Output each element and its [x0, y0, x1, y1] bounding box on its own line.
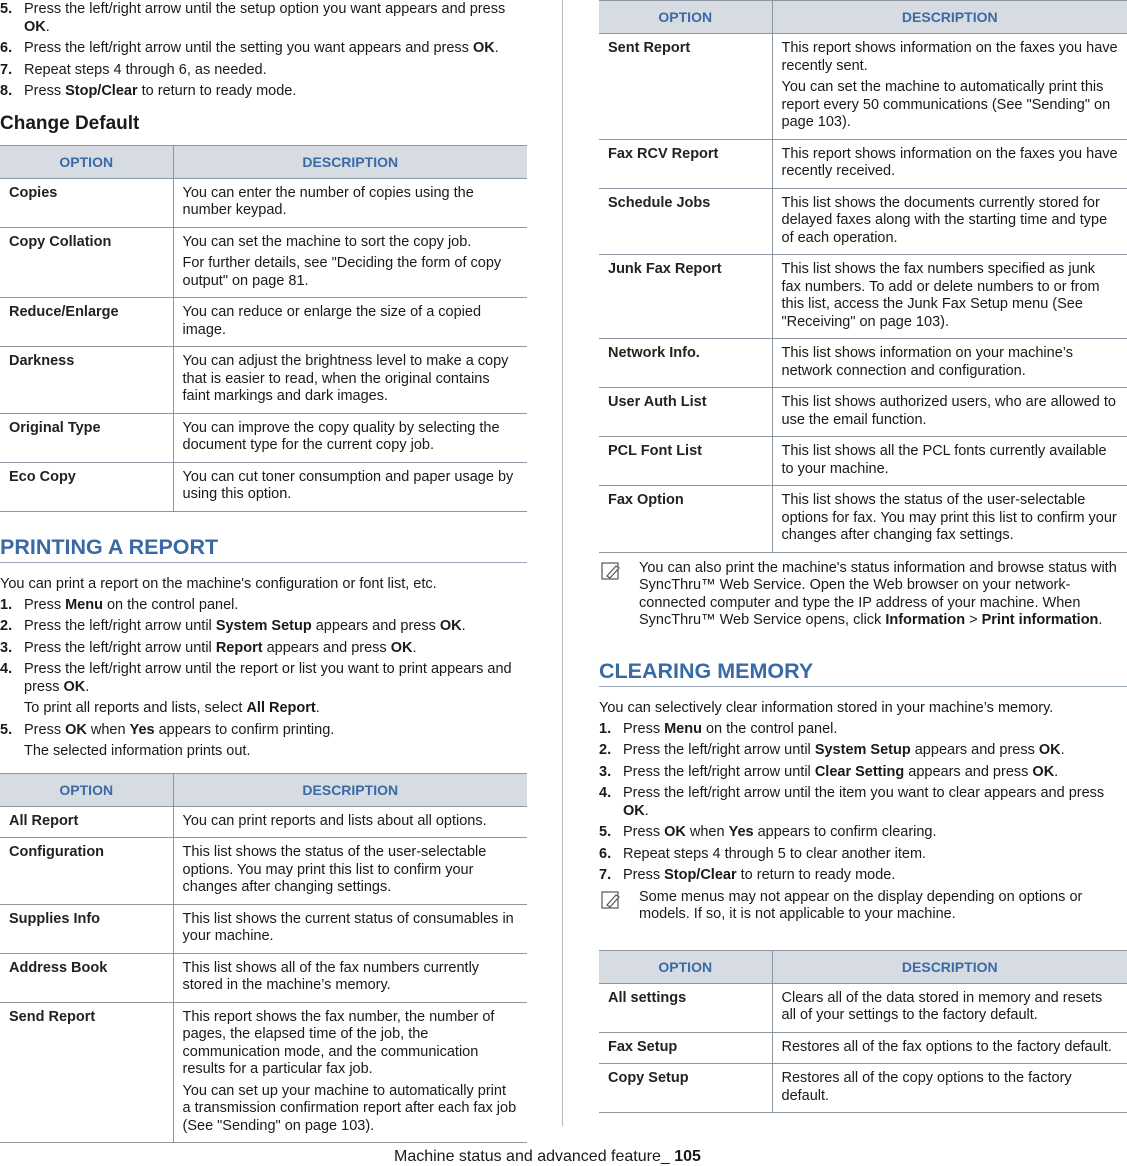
col-option-header: OPTION	[599, 950, 772, 983]
option-cell: Original Type	[0, 413, 173, 462]
note-text	[639, 560, 1117, 629]
option-cell: Copy Collation	[0, 227, 173, 298]
description-cell	[772, 437, 1127, 486]
description-paragraph: You can set the machine to sort the copy job.	[182, 233, 472, 250]
text-run: .	[1098, 612, 1103, 628]
clear-settings-table	[599, 950, 1127, 1114]
description-cell	[772, 1064, 1127, 1113]
option-cell: Reduce/Enlarge	[0, 298, 173, 347]
note-text	[639, 889, 1082, 923]
text-run: appears and press	[311, 618, 440, 634]
table-row	[599, 339, 1127, 388]
option-cell: Fax Setup	[599, 1032, 772, 1064]
step-item	[0, 640, 527, 658]
footer-label: Machine status and advanced feature_	[394, 1148, 675, 1165]
step-number: 4.	[599, 785, 612, 801]
step-item	[599, 721, 1127, 739]
text-run: .	[494, 40, 499, 56]
description-paragraph: Restores all of the copy options to the factory default.	[781, 1070, 1072, 1104]
description-paragraph: This list shows information on your machine’s network connection and configuration.	[781, 345, 1073, 379]
table-row	[0, 347, 527, 414]
text-run: on the control panel.	[701, 720, 838, 737]
option-cell: Schedule Jobs	[599, 188, 772, 255]
step-item	[599, 846, 1127, 864]
bold-term: Menu	[65, 596, 103, 613]
description-cell	[173, 298, 527, 347]
text-run: .	[1060, 742, 1065, 758]
step-item	[599, 764, 1127, 782]
bold-term: OK	[1038, 742, 1061, 758]
col-option-header: OPTION	[0, 145, 173, 178]
text-run: appears to confirm clearing.	[753, 824, 937, 840]
option-cell: All Report	[0, 806, 173, 838]
table-row	[0, 413, 527, 462]
left-column	[0, 0, 527, 1143]
bold-term: Yes	[728, 824, 754, 840]
description-paragraph: You can adjust the brightness level to make a copy that is easier to read, when the original contains faint markings and dark images.	[182, 353, 509, 404]
step-number: 6.	[0, 40, 13, 56]
page-footer	[394, 1148, 701, 1166]
bold-term: All Report	[246, 700, 316, 716]
description-paragraph: This list shows the status of the user-selectable options. You may print this list to confirm your changes after changing settings.	[182, 844, 487, 895]
text-run: The selected information prints out.	[24, 743, 251, 759]
description-cell	[772, 34, 1127, 140]
step-item	[0, 597, 527, 615]
step-number: 2.	[0, 618, 13, 634]
step-number: 5.	[599, 824, 612, 840]
description-cell	[772, 188, 1127, 255]
description-cell	[173, 178, 527, 227]
option-cell: Copy Setup	[599, 1064, 772, 1113]
table-row	[599, 139, 1127, 188]
description-cell	[772, 139, 1127, 188]
bold-term: Menu	[664, 720, 702, 737]
change-default-heading: Change Default	[0, 112, 140, 134]
option-cell: Supplies Info	[0, 904, 173, 953]
option-cell: Fax Option	[599, 486, 772, 553]
step-number: 8.	[0, 83, 13, 99]
description-paragraph: This report shows information on the faxes you have recently sent.	[781, 40, 1118, 74]
text-run: Press the left/right arrow until the report or list you want to print appears and press	[24, 661, 512, 695]
col-option-header: OPTION	[599, 1, 772, 34]
table-row	[0, 178, 527, 227]
table-row	[599, 388, 1127, 437]
description-paragraph: This report shows information on the faxes you have recently received.	[781, 145, 1118, 179]
text-run: Press the left/right arrow until the setting you want appears and press	[24, 40, 473, 56]
menus-note	[599, 889, 1127, 924]
text-run: appears and press	[910, 742, 1039, 758]
step-number: 1.	[0, 596, 13, 613]
text-run: .	[85, 678, 90, 695]
description-paragraph: This list shows the status of the user-selectable options for fax. You may print this list to confirm your changes after changing fax settings.	[781, 492, 1117, 543]
text-run: To print all reports and lists, select	[24, 700, 247, 716]
step-item	[599, 867, 1127, 885]
description-cell	[173, 413, 527, 462]
description-paragraph: This list shows authorized users, who are allowed to use the email function.	[781, 394, 1116, 428]
description-paragraph: You can cut toner consumption and paper usage by using this option.	[182, 468, 514, 502]
page-number: 105	[674, 1148, 701, 1165]
step-item	[0, 618, 527, 636]
step-item	[0, 62, 527, 80]
bold-term: OK	[63, 678, 86, 695]
step-item	[0, 40, 527, 58]
option-cell: Send Report	[0, 1002, 173, 1143]
table-row	[0, 904, 527, 953]
clearing-memory-intro: You can selectively clear information stored in your machine’s memory.	[599, 699, 1054, 716]
description-cell	[772, 339, 1127, 388]
report-table-1	[0, 773, 527, 1144]
step-number: 3.	[599, 763, 612, 780]
bold-term: Print information	[981, 612, 1099, 628]
text-run: Repeat steps 4 through 5 to clear another item.	[623, 845, 927, 862]
table-row	[599, 1032, 1127, 1064]
text-run: Press	[24, 721, 66, 738]
step-item	[599, 742, 1127, 760]
step-item	[0, 722, 527, 761]
col-description-header: DESCRIPTION	[173, 145, 527, 178]
step-item	[0, 1, 527, 36]
option-cell: Sent Report	[599, 34, 772, 140]
text-run: when	[86, 721, 130, 738]
description-paragraph: This list shows the documents currently stored for delayed faxes along with the starting time and type of each operation.	[781, 194, 1108, 246]
table-row	[599, 1064, 1127, 1113]
step-number: 2.	[599, 742, 612, 758]
text-run: on the control panel.	[102, 596, 239, 613]
description-cell	[772, 388, 1127, 437]
col-description-header: DESCRIPTION	[173, 773, 527, 806]
report-table-2	[599, 0, 1127, 553]
bold-term: Stop/Clear	[664, 867, 737, 883]
text-run: Press	[623, 867, 665, 883]
table-row	[599, 486, 1127, 553]
bold-term: OK	[439, 618, 462, 634]
bold-term: Information	[885, 612, 966, 628]
step-subtext	[24, 743, 527, 761]
description-cell	[173, 227, 527, 298]
table-row	[0, 462, 527, 511]
description-paragraph: This list shows all of the fax numbers currently stored in the machine’s memory.	[182, 959, 480, 993]
description-paragraph: This report shows the fax number, the number of pages, the elapsed time of the job, the communication mode, and the communication results for a particular fax job.	[182, 1008, 495, 1077]
option-cell: PCL Font List	[599, 437, 772, 486]
description-paragraph: This list shows the current status of consumables in your machine.	[182, 910, 514, 944]
bold-term: Report	[215, 639, 263, 656]
step-number: 7.	[0, 61, 13, 78]
step-number: 5.	[0, 1, 13, 17]
text-run: Press the left/right arrow until	[24, 618, 216, 634]
table-row	[599, 34, 1127, 140]
col-option-header: OPTION	[0, 773, 173, 806]
printing-report-intro: You can print a report on the machine's configuration or font list, etc.	[0, 575, 437, 592]
note-pencil-icon	[601, 562, 621, 580]
text-run: Press	[623, 720, 665, 737]
description-cell	[173, 806, 527, 838]
description-paragraph: You can enter the number of copies using the number keypad.	[182, 184, 474, 218]
description-paragraph: You can print reports and lists about all options.	[182, 812, 487, 829]
step-item	[0, 661, 527, 718]
text-run: .	[1054, 763, 1059, 780]
description-cell	[772, 983, 1127, 1032]
bold-term: System Setup	[215, 618, 312, 634]
bold-term: OK	[623, 802, 645, 819]
text-run: appears to confirm printing.	[154, 721, 335, 738]
text-run: Press	[24, 83, 66, 99]
col-description-header: DESCRIPTION	[772, 950, 1127, 983]
bold-term: Clear Setting	[814, 763, 905, 780]
bold-term: OK	[390, 639, 413, 656]
description-cell	[173, 904, 527, 953]
table-row	[599, 188, 1127, 255]
table-row	[599, 983, 1127, 1032]
bold-term: Yes	[129, 721, 155, 738]
description-cell	[772, 486, 1127, 553]
table-row	[0, 227, 527, 298]
text-run: Press the left/right arrow until the setup option you want appears and press	[24, 1, 506, 17]
text-run: Some menus may not appear on the display depending on options or models. If so, it is not applicable to your machine.	[639, 888, 1083, 922]
description-paragraph: This list shows the fax numbers specified as junk fax numbers. To add or delete numbers to or from this list, access the Junk Fax Setup menu (See "Receiving" on page 103).	[781, 261, 1100, 330]
table-row	[0, 806, 527, 838]
description-cell	[173, 347, 527, 414]
bold-term: OK	[24, 18, 46, 35]
text-run: Press the left/right arrow until	[623, 763, 815, 780]
text-run: .	[315, 700, 320, 716]
text-run: Press	[623, 824, 665, 840]
description-cell	[772, 1032, 1127, 1064]
bold-term: OK	[65, 721, 87, 738]
step-number: 3.	[0, 639, 13, 656]
text-run: to return to ready mode.	[137, 83, 297, 99]
description-cell	[173, 953, 527, 1002]
col-description-header: DESCRIPTION	[772, 1, 1127, 34]
description-paragraph: This list shows all the PCL fonts currently available to your machine.	[781, 443, 1107, 477]
description-paragraph: You can set up your machine to automatically print a transmission confirmation report after each fax job (See "Sending" on page 103).	[182, 1082, 517, 1134]
step-item	[0, 83, 527, 101]
text-run: appears and press	[904, 763, 1033, 780]
step-number: 1.	[599, 720, 612, 737]
step-item	[599, 824, 1127, 842]
clearing-memory-heading: CLEARING MEMORY	[599, 658, 1127, 687]
text-run: Press the left/right arrow until the item you want to clear appears and press	[623, 785, 1105, 801]
description-paragraph: You can set the machine to automatically print this report every 50 communications (See "Sending" on page 103).	[781, 79, 1111, 130]
description-paragraph: You can improve the copy quality by selecting the document type for the current copy job.	[182, 419, 500, 453]
option-cell: User Auth List	[599, 388, 772, 437]
text-run: Press	[24, 596, 66, 613]
step-subtext	[24, 700, 527, 718]
option-cell: Copies	[0, 178, 173, 227]
option-cell: Junk Fax Report	[599, 255, 772, 339]
option-cell: Darkness	[0, 347, 173, 414]
syncthru-note	[599, 560, 1127, 630]
option-cell: Fax RCV Report	[599, 139, 772, 188]
column-divider	[562, 0, 563, 1126]
printing-steps	[0, 597, 527, 761]
option-cell: Configuration	[0, 838, 173, 905]
note-pencil-icon	[601, 891, 621, 909]
bold-term: OK	[472, 40, 495, 56]
step-number: 5.	[0, 721, 13, 738]
table-row	[599, 437, 1127, 486]
option-cell: Eco Copy	[0, 462, 173, 511]
text-run: .	[461, 618, 466, 634]
description-paragraph: For further details, see "Deciding the form of copy output" on page 81.	[182, 255, 502, 289]
description-cell	[173, 462, 527, 511]
clearing-steps	[599, 721, 1127, 885]
bold-term: Stop/Clear	[65, 83, 138, 99]
text-run: .	[45, 18, 50, 35]
description-cell	[173, 1002, 527, 1143]
text-run: Press the left/right arrow until	[24, 639, 216, 656]
text-run: .	[412, 639, 417, 656]
text-run: .	[644, 802, 649, 819]
table-row	[0, 298, 527, 347]
text-run: when	[685, 824, 729, 840]
description-paragraph: You can reduce or enlarge the size of a copied image.	[182, 304, 482, 338]
text-run: Repeat steps 4 through 6, as needed.	[24, 61, 267, 78]
description-paragraph: Clears all of the data stored in memory and resets all of your settings to the factory default.	[781, 989, 1103, 1023]
description-cell	[772, 255, 1127, 339]
text-run: Press the left/right arrow until	[623, 742, 815, 758]
text-run: You can also print the machine's status information and browse status with SyncThru™ Web Service. Open the Web browser on your network-connected computer and type the IP address of your machine. When SyncThru™ Web Service opens, click	[639, 559, 1117, 628]
step-number: 4.	[0, 661, 13, 677]
description-cell	[173, 838, 527, 905]
description-paragraph: Restores all of the fax options to the factory default.	[781, 1038, 1112, 1055]
bold-term: System Setup	[814, 742, 911, 758]
table-row	[0, 953, 527, 1002]
change-default-table	[0, 145, 527, 512]
option-cell: All settings	[599, 983, 772, 1032]
printing-report-heading: PRINTING A REPORT	[0, 534, 527, 563]
text-run: to return to ready mode.	[736, 867, 896, 883]
bold-term: OK	[664, 824, 686, 840]
steps-top	[0, 1, 527, 101]
step-number: 6.	[599, 845, 612, 862]
text-run: >	[965, 612, 982, 628]
right-column	[599, 0, 1127, 1113]
table-row	[0, 838, 527, 905]
option-cell: Network Info.	[599, 339, 772, 388]
bold-term: OK	[1032, 763, 1055, 780]
step-item	[599, 785, 1127, 820]
table-row	[599, 255, 1127, 339]
option-cell: Address Book	[0, 953, 173, 1002]
step-number: 7.	[599, 867, 612, 883]
table-row	[0, 1002, 527, 1143]
text-run: appears and press	[262, 639, 391, 656]
